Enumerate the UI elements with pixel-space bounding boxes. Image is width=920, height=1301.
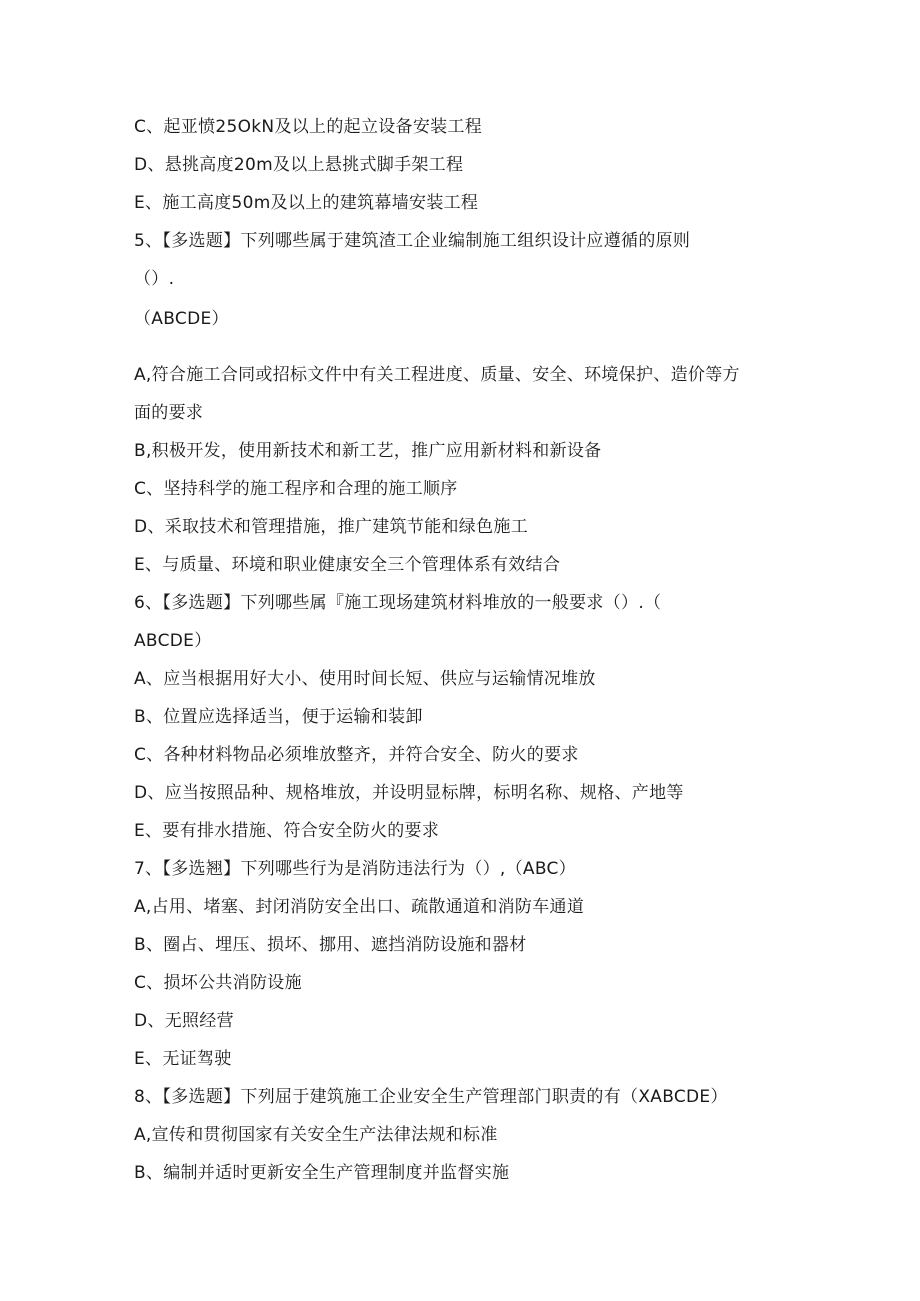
answer-line: ABCDE） [134, 631, 212, 651]
option-line: B、编制并适时更新安全生产管理制度并监督实施 [134, 1163, 510, 1183]
option-line: 面的要求 [134, 403, 204, 423]
option-line: B、圈占、埋压、损坏、挪用、遮挡消防设施和器材 [134, 935, 527, 955]
option-line: C、坚持科学的施工程序和合理的施工顺序 [134, 479, 458, 499]
option-line: B,积极开发，使用新技术和新工艺，推广应用新材料和新设备 [134, 441, 602, 461]
option-line: C、起亚愤25OkN及以上的起立设备安装工程 [134, 117, 483, 137]
question-line: 8、【多选题】下列屈于建筑施工企业安全生产管理部门职责的有（XABCDE） [134, 1087, 728, 1107]
question-line: （）. [134, 269, 175, 289]
option-line: A、应当根据用好大小、使用时间长短、供应与运输情况堆放 [134, 669, 596, 689]
question-line: 7、【多选翘】下列哪些行为是消防违法行为（）,（ABC） [134, 859, 576, 879]
option-line: A,占用、堵塞、封闭消防安全出口、疏散通道和消防车通道 [134, 897, 585, 917]
question-line: 6、【多选题】下列哪些属『施工现场建筑材料堆放的一般要求（）.（ [134, 593, 662, 613]
option-line: E、要有排水措施、符合安全防火的要求 [134, 821, 440, 841]
option-line: D、无照经营 [134, 1011, 234, 1031]
question-line: 5、【多选题】下列哪些属于建筑渣工企业编制施工组织设计应遵循的原则 [134, 231, 691, 251]
option-line: D、采取技术和管理措施，推广建筑节能和绿色施工 [134, 517, 528, 537]
option-line: B、位置应选择适当，便于运输和装卸 [134, 707, 423, 727]
option-line: C、损坏公共消防设施 [134, 973, 302, 993]
option-line: A,符合施工合同或招标文件中有关工程进度、质量、安全、环境保护、造价等方 [134, 365, 740, 385]
option-line: D、悬挑高度20m及以上悬挑式脚手架工程 [134, 155, 464, 175]
option-line: A,宣传和贯彻国家有关安全生产法律法规和标准 [134, 1125, 498, 1145]
option-line: E、与质量、环境和职业健康安全三个管理体系有效结合 [134, 555, 561, 575]
option-line: E、施工高度50m及以上的建筑幕墙安装工程 [134, 193, 479, 213]
answer-line: （ABCDE） [134, 309, 229, 329]
option-line: C、各种材料物品必须堆放整齐，并符合安全、防火的要求 [134, 745, 579, 765]
option-line: E、无证驾驶 [134, 1049, 232, 1069]
option-line: D、应当按照品种、规格堆放，并设明显标牌，标明名称、规格、产地等 [134, 783, 684, 803]
